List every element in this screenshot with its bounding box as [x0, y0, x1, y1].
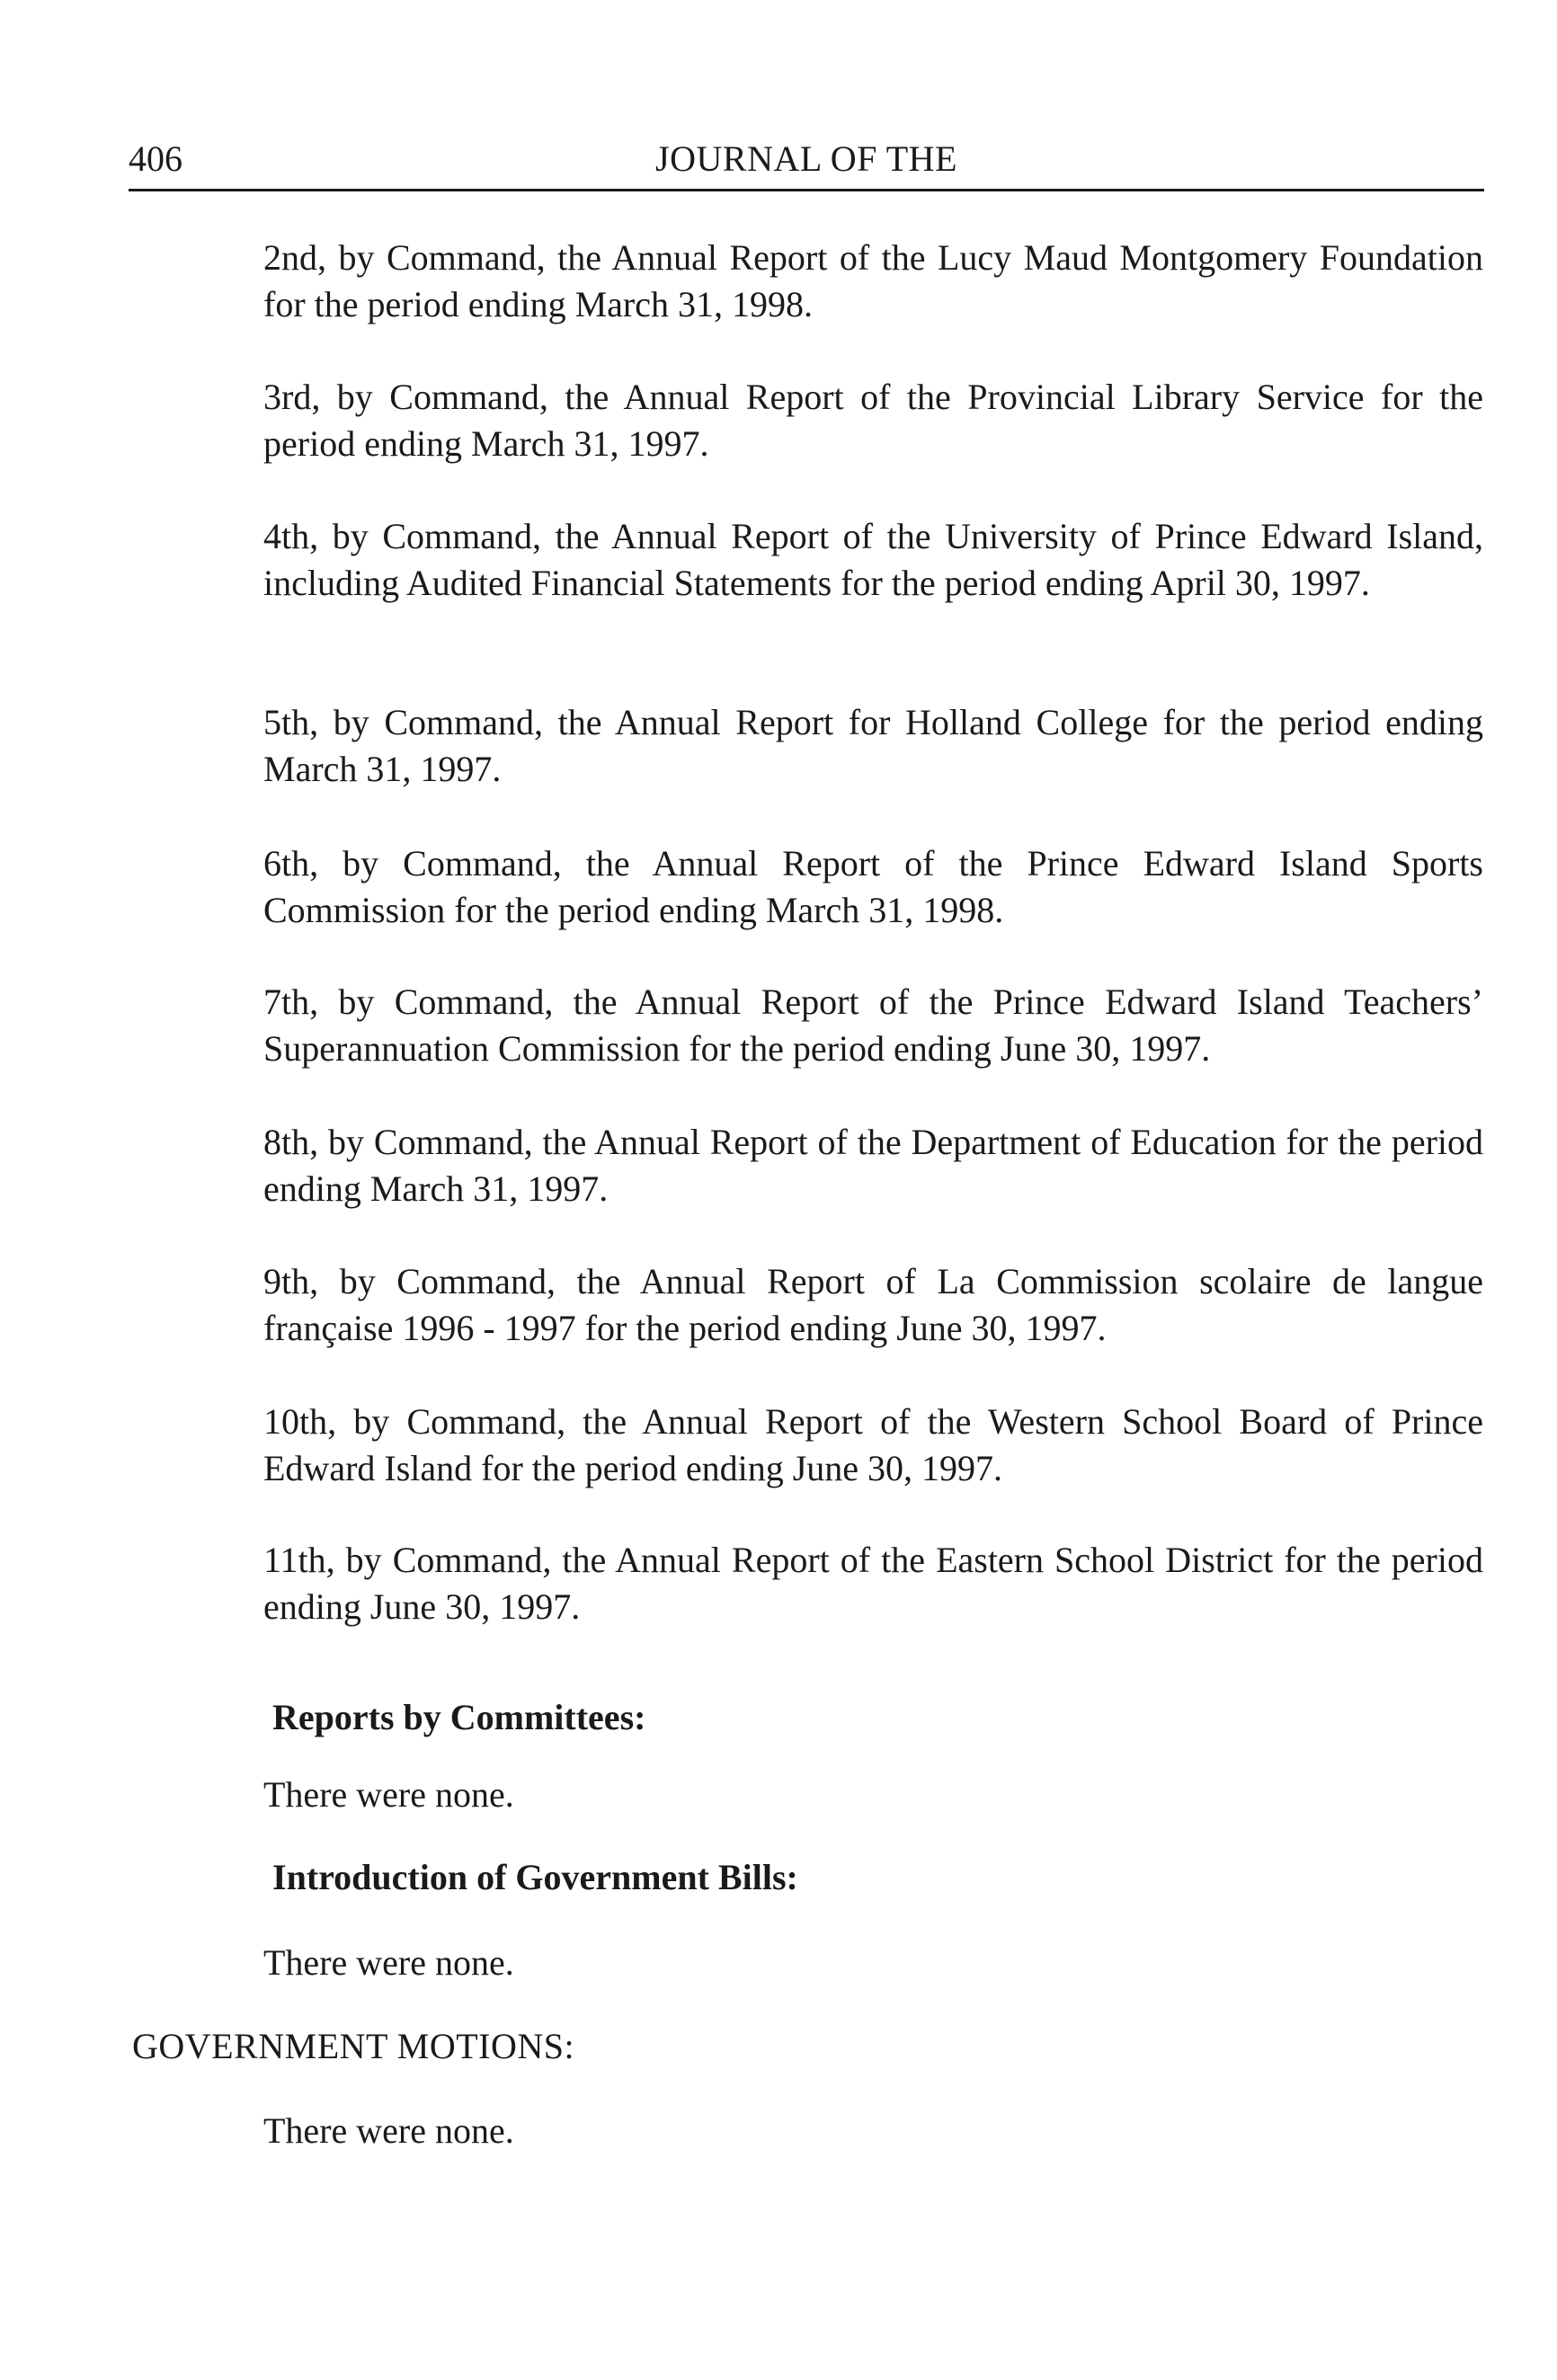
report-item: 7th, by Command, the Annual Report of the Prince Edward Island Teachers’ Superannuation Commission for the period ending June 30, 1997. — [263, 981, 1483, 1069]
government-bills-text: There were none. — [263, 1942, 514, 1983]
government-motions-text: There were none. — [263, 2110, 514, 2151]
committees-text: There were none. — [263, 1774, 514, 1815]
government-motions-heading: GOVERNMENT MOTIONS: — [132, 2026, 575, 2066]
government-bills-heading: Introduction of Government Bills: — [272, 1857, 798, 1897]
report-item: 3rd, by Command, the Annual Report of the Provincial Library Service for the period ending March 31, 1997. — [263, 377, 1483, 464]
report-item: 2nd, by Command, the Annual Report of the Lucy Maud Montgomery Foundation for the period ending March 31, 1998. — [263, 237, 1483, 324]
report-item: 4th, by Command, the Annual Report of the University of Prince Edward Island, including Audited Financial Statements for the period ending April 30, 1997. — [263, 516, 1483, 603]
running-head: JOURNAL OF THE — [655, 138, 957, 179]
report-item: 8th, by Command, the Annual Report of the Department of Education for the period ending March 31, 1997. — [263, 1122, 1483, 1209]
report-item: 5th, by Command, the Annual Report for Holland College for the period ending March 31, 1997. — [263, 702, 1483, 789]
page-header — [129, 133, 1484, 191]
committees-heading: Reports by Committees: — [272, 1697, 646, 1737]
report-item: 10th, by Command, the Annual Report of the Western School Board of Prince Edward Island for the period ending June 30, 1997. — [263, 1401, 1483, 1488]
report-item: 11th, by Command, the Annual Report of the Eastern School District for the period ending June 30, 1997. — [263, 1540, 1483, 1627]
page-number: 406 — [129, 138, 182, 179]
report-item: 9th, by Command, the Annual Report of La Commission scolaire de langue française 1996 - 1997 for the period ending June 30, 1997. — [263, 1261, 1483, 1348]
report-item: 6th, by Command, the Annual Report of the Prince Edward Island Sports Commission for the period ending March 31, 1998. — [263, 843, 1483, 930]
